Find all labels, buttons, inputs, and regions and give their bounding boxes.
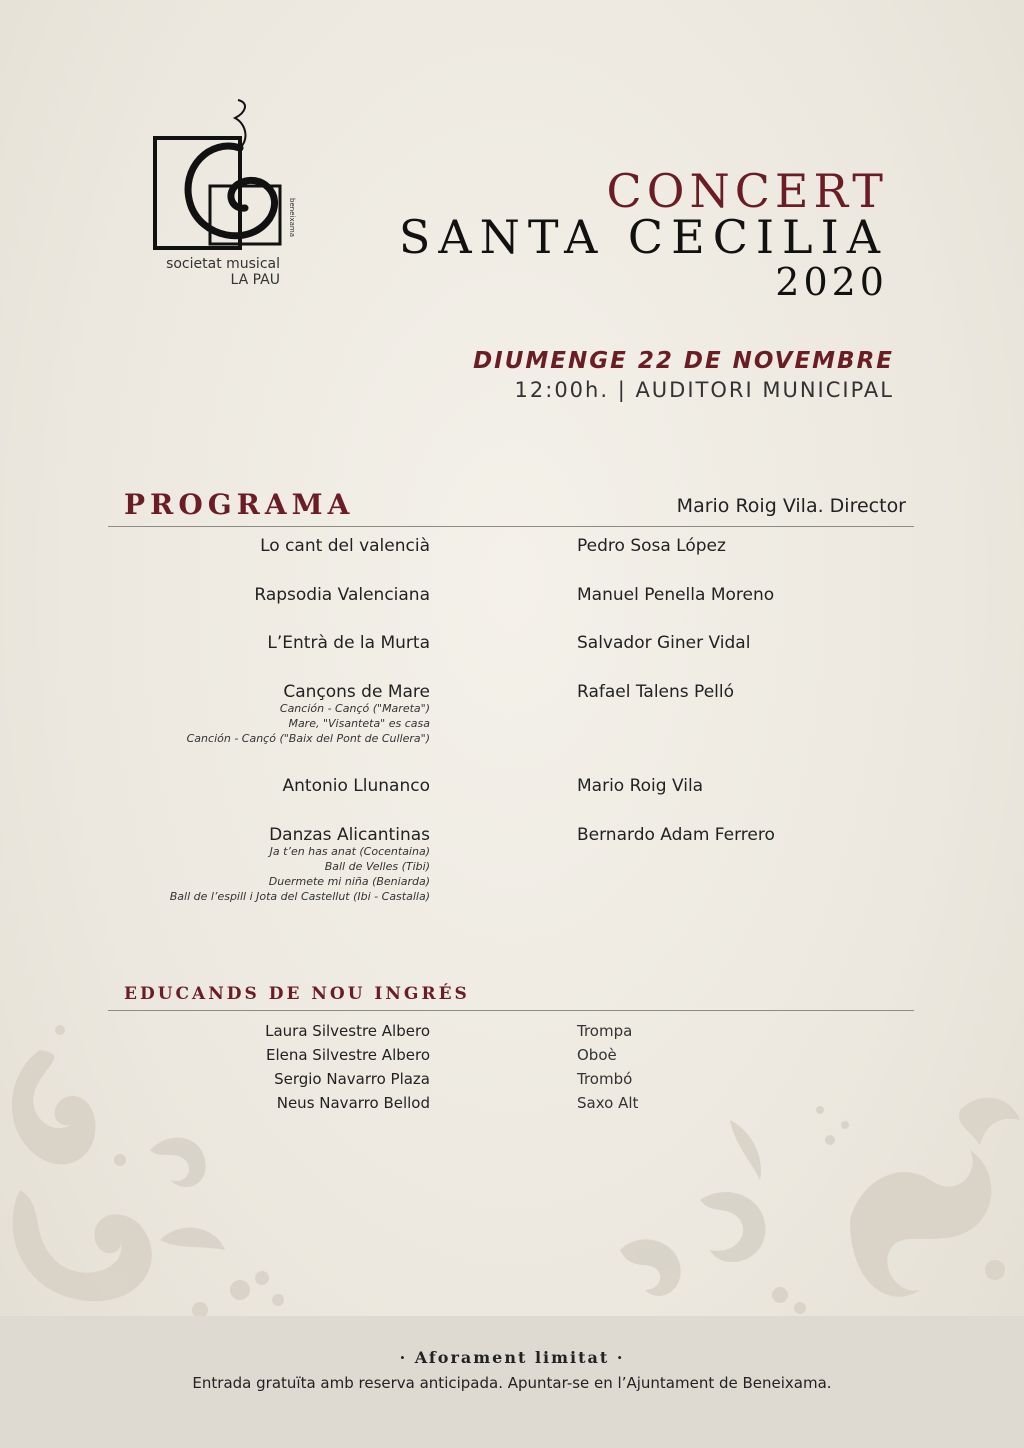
title-santa-cecilia: SANTA CECILIA: [398, 210, 888, 264]
piece-title: Cançons de Mare: [283, 682, 430, 702]
logo-vertical-text: beneixama: [288, 198, 296, 237]
logo-caption-line1: societat musical: [166, 256, 280, 272]
educand-name: Laura Silvestre Albero: [265, 1022, 430, 1040]
divider: [108, 1010, 914, 1011]
piece-title: Lo cant del valencià: [260, 536, 430, 556]
director-name: Mario Roig Vila. Director: [676, 495, 906, 517]
title-concert: CONCERT: [606, 164, 888, 218]
aforament-notice: · Aforament limitat ·: [399, 1348, 625, 1367]
piece-subtitle: Ball de Velles (Tibi): [324, 860, 430, 873]
educand-name: Elena Silvestre Albero: [265, 1046, 430, 1064]
logo-caption-line2: LA PAU: [230, 272, 280, 288]
composer-name: Pedro Sosa López: [577, 536, 726, 556]
piece-title: L’Entrà de la Murta: [267, 633, 430, 653]
event-date: DIUMENGE 22 DE NOVEMBRE: [473, 348, 894, 374]
piece-subtitle: Ja t’en has anat (Cocentaina): [269, 845, 430, 858]
educands-heading: EDUCANDS DE NOU INGRÉS: [124, 984, 470, 1004]
educand-instrument: Trompa: [577, 1022, 633, 1040]
composer-name: Salvador Giner Vidal: [577, 633, 751, 653]
floral-ornament-left: [0, 1010, 300, 1320]
piece-subtitle: Canción - Cançó ("Baix del Pont de Cullera"): [186, 732, 430, 745]
floral-ornament-right: [600, 1070, 1024, 1320]
entrada-info: Entrada gratuïta amb reserva anticipada. Apuntar-se en l’Ajuntament de Beneixama.: [192, 1374, 832, 1392]
piece-subtitle: Mare, "Visanteta" es casa: [288, 717, 430, 730]
event-time-place: 12:00h. | AUDITORI MUNICIPAL: [514, 378, 894, 402]
programa-heading: PROGRAMA: [124, 488, 355, 521]
piece-subtitle: Ball de l’espill i Jota del Castellut (Ibi - Castalla): [169, 890, 430, 903]
composer-name: Rafael Talens Pelló: [577, 682, 735, 702]
educand-instrument: Saxo Alt: [577, 1094, 639, 1112]
composer-name: Mario Roig Vila: [577, 776, 704, 796]
title-year: 2020: [775, 260, 888, 304]
educand-instrument: Oboè: [577, 1046, 617, 1064]
composer-name: Bernardo Adam Ferrero: [577, 825, 775, 845]
educand-name: Neus Navarro Bellod: [276, 1094, 430, 1112]
piece-title: Rapsodia Valenciana: [254, 585, 430, 605]
educand-name: Sergio Navarro Plaza: [274, 1070, 430, 1088]
piece-subtitle: Canción - Cançó ("Mareta"): [279, 702, 430, 715]
piece-title: Antonio Llunanco: [282, 776, 430, 796]
divider: [108, 526, 914, 527]
societat-musical-logo: [150, 98, 300, 258]
composer-name: Manuel Penella Moreno: [577, 585, 775, 605]
piece-subtitle: Duermete mi niña (Beniarda): [268, 875, 430, 888]
piece-title: Danzas Alicantinas: [269, 825, 430, 845]
educand-instrument: Trombó: [577, 1070, 633, 1088]
